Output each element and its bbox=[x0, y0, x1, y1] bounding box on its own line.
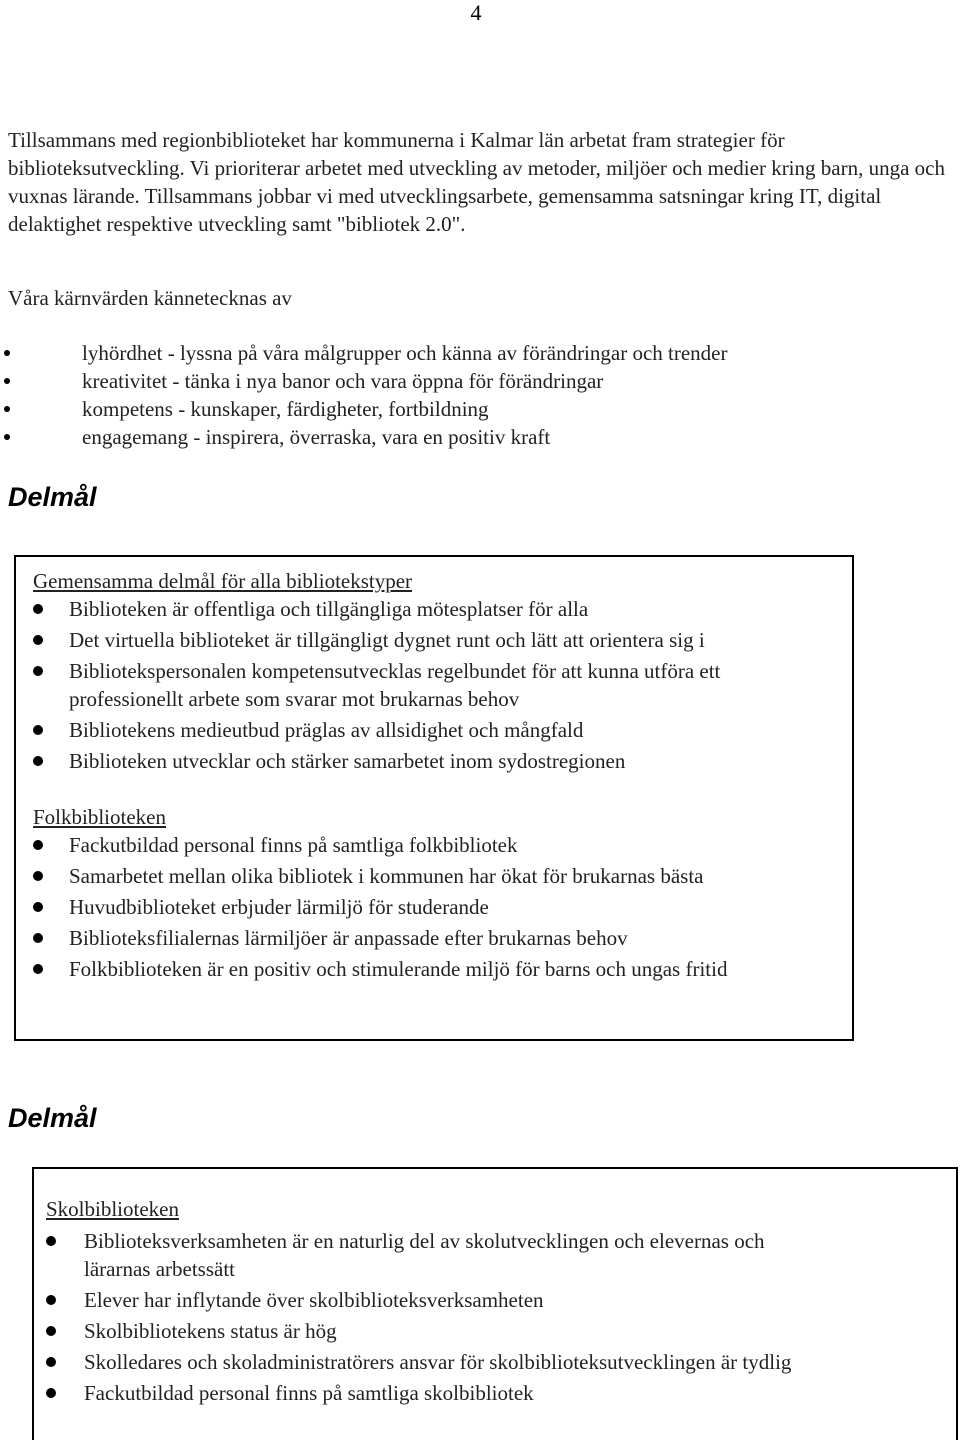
list-item: kompetens - kunskaper, färdigheter, fortbildning bbox=[0, 395, 728, 423]
list-item: lyhördhet - lyssna på våra målgrupper och känna av förändringar och trender bbox=[0, 339, 728, 367]
section-title: Delmål bbox=[8, 482, 97, 512]
bullet-icon bbox=[46, 1295, 56, 1305]
goals-list bbox=[46, 1227, 956, 1407]
bullet-icon bbox=[46, 1388, 56, 1398]
list-item: engagemang - inspirera, överraska, vara en positiv kraft bbox=[0, 423, 728, 451]
goals-list bbox=[33, 595, 852, 775]
bullet-icon bbox=[33, 964, 43, 974]
core-values-heading: Våra kärnvärden kännetecknas av bbox=[8, 286, 292, 310]
list-item: Elever har inflytande över skolbiblioteksverksamheten bbox=[46, 1286, 956, 1314]
list-item: Biblioteken utvecklar och stärker samarbetet inom sydostregionen bbox=[33, 747, 852, 775]
list-item: kreativitet - tänka i nya banor och vara öppna för förändringar bbox=[0, 367, 728, 395]
page-number: 4 bbox=[470, 0, 482, 25]
list-item: Det virtuella biblioteket är tillgängligt dygnet runt och lätt att orientera sig i bbox=[33, 626, 852, 654]
group-subtitle: Gemensamma delmål för alla bibliotekstyper bbox=[33, 569, 413, 593]
goals-box-common bbox=[14, 555, 854, 1041]
goals-list bbox=[33, 831, 852, 983]
bullet-icon bbox=[33, 666, 43, 676]
bullet-icon bbox=[4, 378, 10, 384]
bullet-icon bbox=[33, 635, 43, 645]
goals-box-school bbox=[32, 1167, 958, 1440]
list-item: Folkbiblioteken är en positiv och stimulerande miljö för barns och ungas fritid bbox=[33, 955, 852, 983]
bullet-icon bbox=[33, 933, 43, 943]
bullet-icon bbox=[46, 1357, 56, 1367]
list-item: Skolbibliotekens status är hög bbox=[46, 1317, 956, 1345]
list-item: Bibliotekens medieutbud präglas av allsidighet och mångfald bbox=[33, 716, 852, 744]
bullet-icon bbox=[33, 604, 43, 614]
list-item: Huvudbiblioteket erbjuder lärmiljö för studerande bbox=[33, 893, 852, 921]
bullet-icon bbox=[33, 725, 43, 735]
group-subtitle: Skolbiblioteken bbox=[46, 1197, 179, 1221]
group-subtitle: Folkbiblioteken bbox=[33, 805, 166, 829]
list-item: Skolledares och skoladministratörers ansvar för skolbiblioteksutvecklingen är tydlig bbox=[46, 1348, 956, 1376]
list-item: Biblioteksverksamheten är en naturlig del av skolutvecklingen och elevernas och lärarnas arbetssätt bbox=[46, 1227, 956, 1283]
bullet-icon bbox=[33, 756, 43, 766]
list-item: Fackutbildad personal finns på samtliga folkbibliotek bbox=[33, 831, 852, 859]
bullet-icon bbox=[4, 434, 10, 440]
intro-paragraph: Tillsammans med regionbiblioteket har kommunerna i Kalmar län arbetat fram strategier för biblioteksutveckling. Vi prioriterar arbetet med utveckling av metoder, miljöer och medier kring barn, unga och vuxnas lärande. Tillsammans jobbar vi med utvecklingsarbete, gemensamma satsningar kring IT, digital delaktighet respektive utveckling samt "bibliotek 2.0". bbox=[8, 128, 945, 236]
bullet-icon bbox=[4, 350, 10, 356]
bullet-icon bbox=[33, 902, 43, 912]
core-values-list bbox=[0, 339, 728, 451]
bullet-icon bbox=[46, 1326, 56, 1336]
list-item: Fackutbildad personal finns på samtliga skolbibliotek bbox=[46, 1379, 956, 1407]
bullet-icon bbox=[46, 1236, 56, 1246]
list-item: Biblioteken är offentliga och tillgängliga mötesplatser för alla bbox=[33, 595, 852, 623]
section-title: Delmål bbox=[8, 1103, 97, 1133]
bullet-icon bbox=[4, 406, 10, 412]
list-item: Biblioteksfilialernas lärmiljöer är anpassade efter brukarnas behov bbox=[33, 924, 852, 952]
bullet-icon bbox=[33, 840, 43, 850]
list-item: Bibliotekspersonalen kompetensutvecklas regelbundet för att kunna utföra ett professionellt arbete som svarar mot brukarnas behov bbox=[33, 657, 852, 713]
list-item: Samarbetet mellan olika bibliotek i kommunen har ökat för brukarnas bästa bbox=[33, 862, 852, 890]
bullet-icon bbox=[33, 871, 43, 881]
